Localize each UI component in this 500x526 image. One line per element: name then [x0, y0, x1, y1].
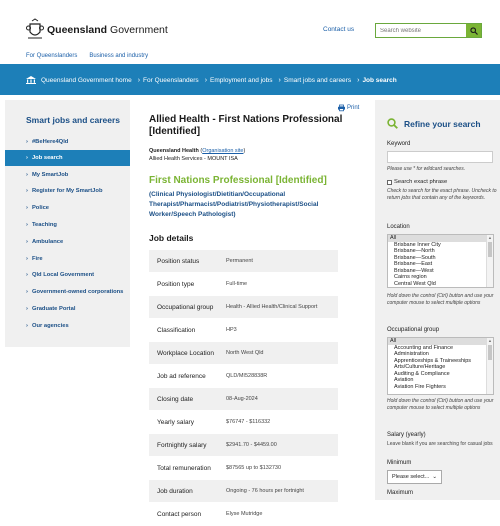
keyword-label: Keyword: [387, 141, 411, 147]
print-button[interactable]: [338, 105, 359, 111]
list-item[interactable]: All: [388, 338, 493, 345]
for-queenslanders-link[interactable]: For Queenslanders: [26, 53, 78, 59]
detail-label: Position status: [157, 257, 200, 265]
occupational-group-select[interactable]: [387, 337, 494, 395]
breadcrumb-employment-jobs[interactable]: Employment and jobs: [210, 76, 273, 84]
chevron-right-icon: ›: [26, 239, 28, 245]
chevron-right-icon: ›: [26, 289, 28, 295]
chevron-right-icon: ›: [26, 172, 28, 178]
salary-help: Leave blank if you are searching for casual jobs: [387, 441, 493, 447]
detail-value: $76747 - $116332: [226, 419, 271, 425]
detail-label: Yearly salary: [157, 418, 194, 426]
list-item[interactable]: Brisbane—South: [394, 254, 436, 261]
scroll-up-icon[interactable]: ▲: [488, 235, 492, 240]
search-icon: [387, 118, 398, 129]
job-details-heading: Job details: [149, 233, 194, 243]
search-input[interactable]: [376, 24, 466, 37]
list-item[interactable]: Arts/Culture/Heritage: [394, 364, 446, 370]
sidebar-title[interactable]: Smart jobs and careers: [26, 115, 121, 125]
chevron-right-icon: ›: [26, 323, 28, 329]
detail-value: 08-Aug-2024: [226, 396, 258, 402]
sidebar-item-teaching[interactable]: › Teaching: [26, 222, 57, 228]
detail-value: Permanent: [226, 258, 253, 264]
table-row: [149, 411, 338, 434]
detail-label: Fortnightly salary: [157, 441, 207, 449]
sidebar-item-behere4qld[interactable]: › #BeHere4Qld: [26, 139, 69, 145]
occupational-group-label: Occupational group: [387, 327, 440, 333]
table-row: [149, 250, 338, 273]
sidebar-item-ambulance[interactable]: › Ambulance: [26, 239, 64, 245]
sidebar-item-local-government[interactable]: › Qld Local Government: [26, 272, 95, 278]
scroll-up-icon[interactable]: ▲: [488, 338, 492, 343]
chevron-right-icon: ›: [26, 222, 28, 228]
detail-value: Full-time: [226, 281, 248, 287]
minimum-label: Minimum: [387, 460, 412, 466]
minimum-salary-select[interactable]: [387, 470, 442, 484]
exact-phrase-label: Search exact phrase: [394, 179, 448, 185]
breadcrumb-smart-jobs[interactable]: Smart jobs and careers: [283, 76, 352, 84]
chevron-right-icon: ›: [26, 205, 28, 211]
sidebar-item-register[interactable]: › Register for My SmartJob: [26, 188, 103, 194]
sidebar-item-job-search[interactable]: › Job search: [5, 150, 130, 166]
job-title: Allied Health - First Nations Professional [Identified]: [149, 114, 343, 137]
job-details-table: [149, 250, 338, 526]
chevron-right-icon: ›: [26, 139, 28, 145]
location-help: Hold down the control (Ctrl) button and use your computer mouse to select multiple options: [387, 293, 494, 306]
list-item[interactable]: Brisbane—West: [394, 267, 434, 274]
list-item[interactable]: Central West Qld: [394, 280, 436, 287]
list-item[interactable]: Brisbane Inner City: [394, 241, 441, 248]
logo-wordmark: Queensland Government: [47, 24, 168, 36]
list-item[interactable]: Apprenticeships & Traineeships: [394, 357, 472, 364]
table-row: [149, 273, 338, 296]
exact-phrase-checkbox[interactable]: [387, 179, 447, 185]
detail-label: Contact person: [157, 510, 202, 518]
chevron-right-icon: ›: [357, 76, 360, 84]
contact-us-link[interactable]: Contact us: [323, 26, 355, 33]
list-item[interactable]: Administration: [394, 351, 429, 357]
chevron-right-icon: ›: [137, 76, 141, 84]
job-division: Allied Health Services - MOUNT ISA: [149, 156, 238, 162]
business-industry-link[interactable]: Business and industry: [89, 53, 149, 59]
list-item[interactable]: Auditing & Compliance: [394, 370, 450, 377]
government-building-icon: [26, 76, 36, 84]
scrollbar[interactable]: [486, 235, 493, 287]
chevron-down-icon: ⌄: [432, 474, 437, 480]
minimum-salary-value: Please select...: [392, 474, 430, 480]
chevron-right-icon: ›: [26, 188, 28, 194]
checkbox-icon: [387, 180, 392, 185]
sidebar-item-my-smartjob[interactable]: › My SmartJob: [26, 172, 69, 178]
organisation-site-link[interactable]: Organisation site: [202, 148, 244, 154]
sidebar: [5, 100, 130, 347]
scroll-thumb[interactable]: [488, 345, 492, 360]
list-item[interactable]: Aviation: [394, 377, 414, 383]
job-organisation: Queensland Health (Organisation site): [149, 148, 246, 154]
location-select[interactable]: [387, 234, 494, 288]
coat-of-arms-icon: [26, 19, 44, 41]
detail-label: Occupational group: [157, 303, 214, 311]
table-row: [149, 457, 338, 480]
chevron-right-icon: ›: [26, 306, 28, 312]
location-label: Location: [387, 224, 410, 230]
table-row: [149, 319, 338, 342]
detail-value: Elyse Mutridge: [226, 511, 263, 517]
print-label: Print: [347, 105, 360, 111]
table-row: [149, 434, 338, 457]
salary-label: Salary (yearly): [387, 432, 426, 438]
search-button[interactable]: [466, 24, 481, 37]
detail-value: QLD/MI528838R: [226, 373, 268, 379]
detail-label: Job duration: [157, 487, 193, 495]
chevron-right-icon: ›: [26, 272, 28, 278]
detail-value: HP3: [226, 327, 237, 333]
sidebar-item-goc[interactable]: › Government-owned corporations: [26, 289, 124, 295]
list-item[interactable]: Brisbane—North: [394, 248, 435, 254]
chevron-right-icon: ›: [26, 256, 28, 262]
table-row: [149, 365, 338, 388]
list-item[interactable]: All: [388, 235, 493, 242]
refine-search-heading: [387, 118, 481, 129]
detail-value: Ongoing - 76 hours per fortnight: [226, 488, 304, 494]
site-header: [0, 0, 500, 64]
detail-value: Health - Allied Health/Clinical Support: [226, 304, 318, 310]
detail-value: $2941.70 - $4459.00: [226, 442, 277, 448]
occupational-group-help: Hold down the control (Ctrl) button and use your computer mouse to select multiple options: [387, 398, 494, 411]
breadcrumb: [26, 76, 397, 84]
top-links: [26, 53, 148, 59]
table-row: [149, 388, 338, 411]
breadcrumb-home[interactable]: Queensland Government home: [41, 76, 132, 84]
org-name: Queensland Health: [149, 148, 199, 154]
detail-label: Position type: [157, 280, 195, 288]
job-subtitle: (Clinical Physiologist/Dietitian/Occupational Therapist/Pharmacist/Podiatrist/Physiotherapist/Social Worker/Speech Pathologist): [149, 191, 319, 218]
list-item[interactable]: Accounting and Finance: [394, 344, 454, 351]
printer-icon: [338, 105, 345, 111]
detail-value: $87565 up to $132730: [226, 465, 282, 471]
breadcrumb-for-queenslanders[interactable]: For Queenslanders: [143, 76, 199, 84]
detail-value: North West Qld: [226, 350, 264, 356]
table-row: [149, 503, 338, 526]
job-headline: First Nations Professional [Identified]: [149, 175, 327, 186]
breadcrumb-bar: [0, 64, 500, 95]
chevron-right-icon: ›: [26, 155, 28, 161]
scroll-thumb[interactable]: [488, 242, 492, 257]
detail-label: Closing date: [157, 395, 194, 403]
sidebar-item-fire[interactable]: › Fire: [26, 256, 43, 262]
detail-label: Workplace Location: [157, 349, 214, 357]
keyword-help: Please use * for wildcard searches.: [387, 166, 466, 172]
chevron-right-icon: ›: [278, 76, 281, 84]
list-item[interactable]: Aviation Fire Fighters: [394, 383, 446, 390]
table-row: [149, 296, 338, 319]
table-row: [149, 342, 338, 365]
chevron-right-icon: ›: [204, 76, 208, 84]
list-item[interactable]: Brisbane—East: [394, 261, 433, 267]
maximum-label: Maximum: [387, 490, 414, 496]
search-icon: [470, 27, 478, 35]
sidebar-item-police[interactable]: › Police: [26, 205, 50, 211]
detail-label: Job ad reference: [157, 372, 206, 380]
keyword-input[interactable]: [387, 151, 493, 163]
list-item[interactable]: Cairns region: [394, 274, 427, 280]
sidebar-item-graduate-portal[interactable]: › Graduate Portal: [26, 306, 76, 312]
site-search: [375, 23, 482, 38]
exact-phrase-help: Check to search for the exact phrase. Uncheck to return jobs that contain any of the keywords.: [387, 188, 497, 201]
qld-gov-logo[interactable]: [26, 19, 168, 41]
detail-label: Classification: [157, 326, 196, 334]
sidebar-item-our-agencies[interactable]: › Our agencies: [26, 323, 69, 329]
breadcrumb-current: Job search: [362, 76, 397, 84]
scrollbar[interactable]: [486, 338, 493, 394]
table-row: [149, 480, 338, 503]
refine-title: Refine your search: [404, 118, 481, 129]
detail-label: Total remuneration: [157, 464, 211, 472]
